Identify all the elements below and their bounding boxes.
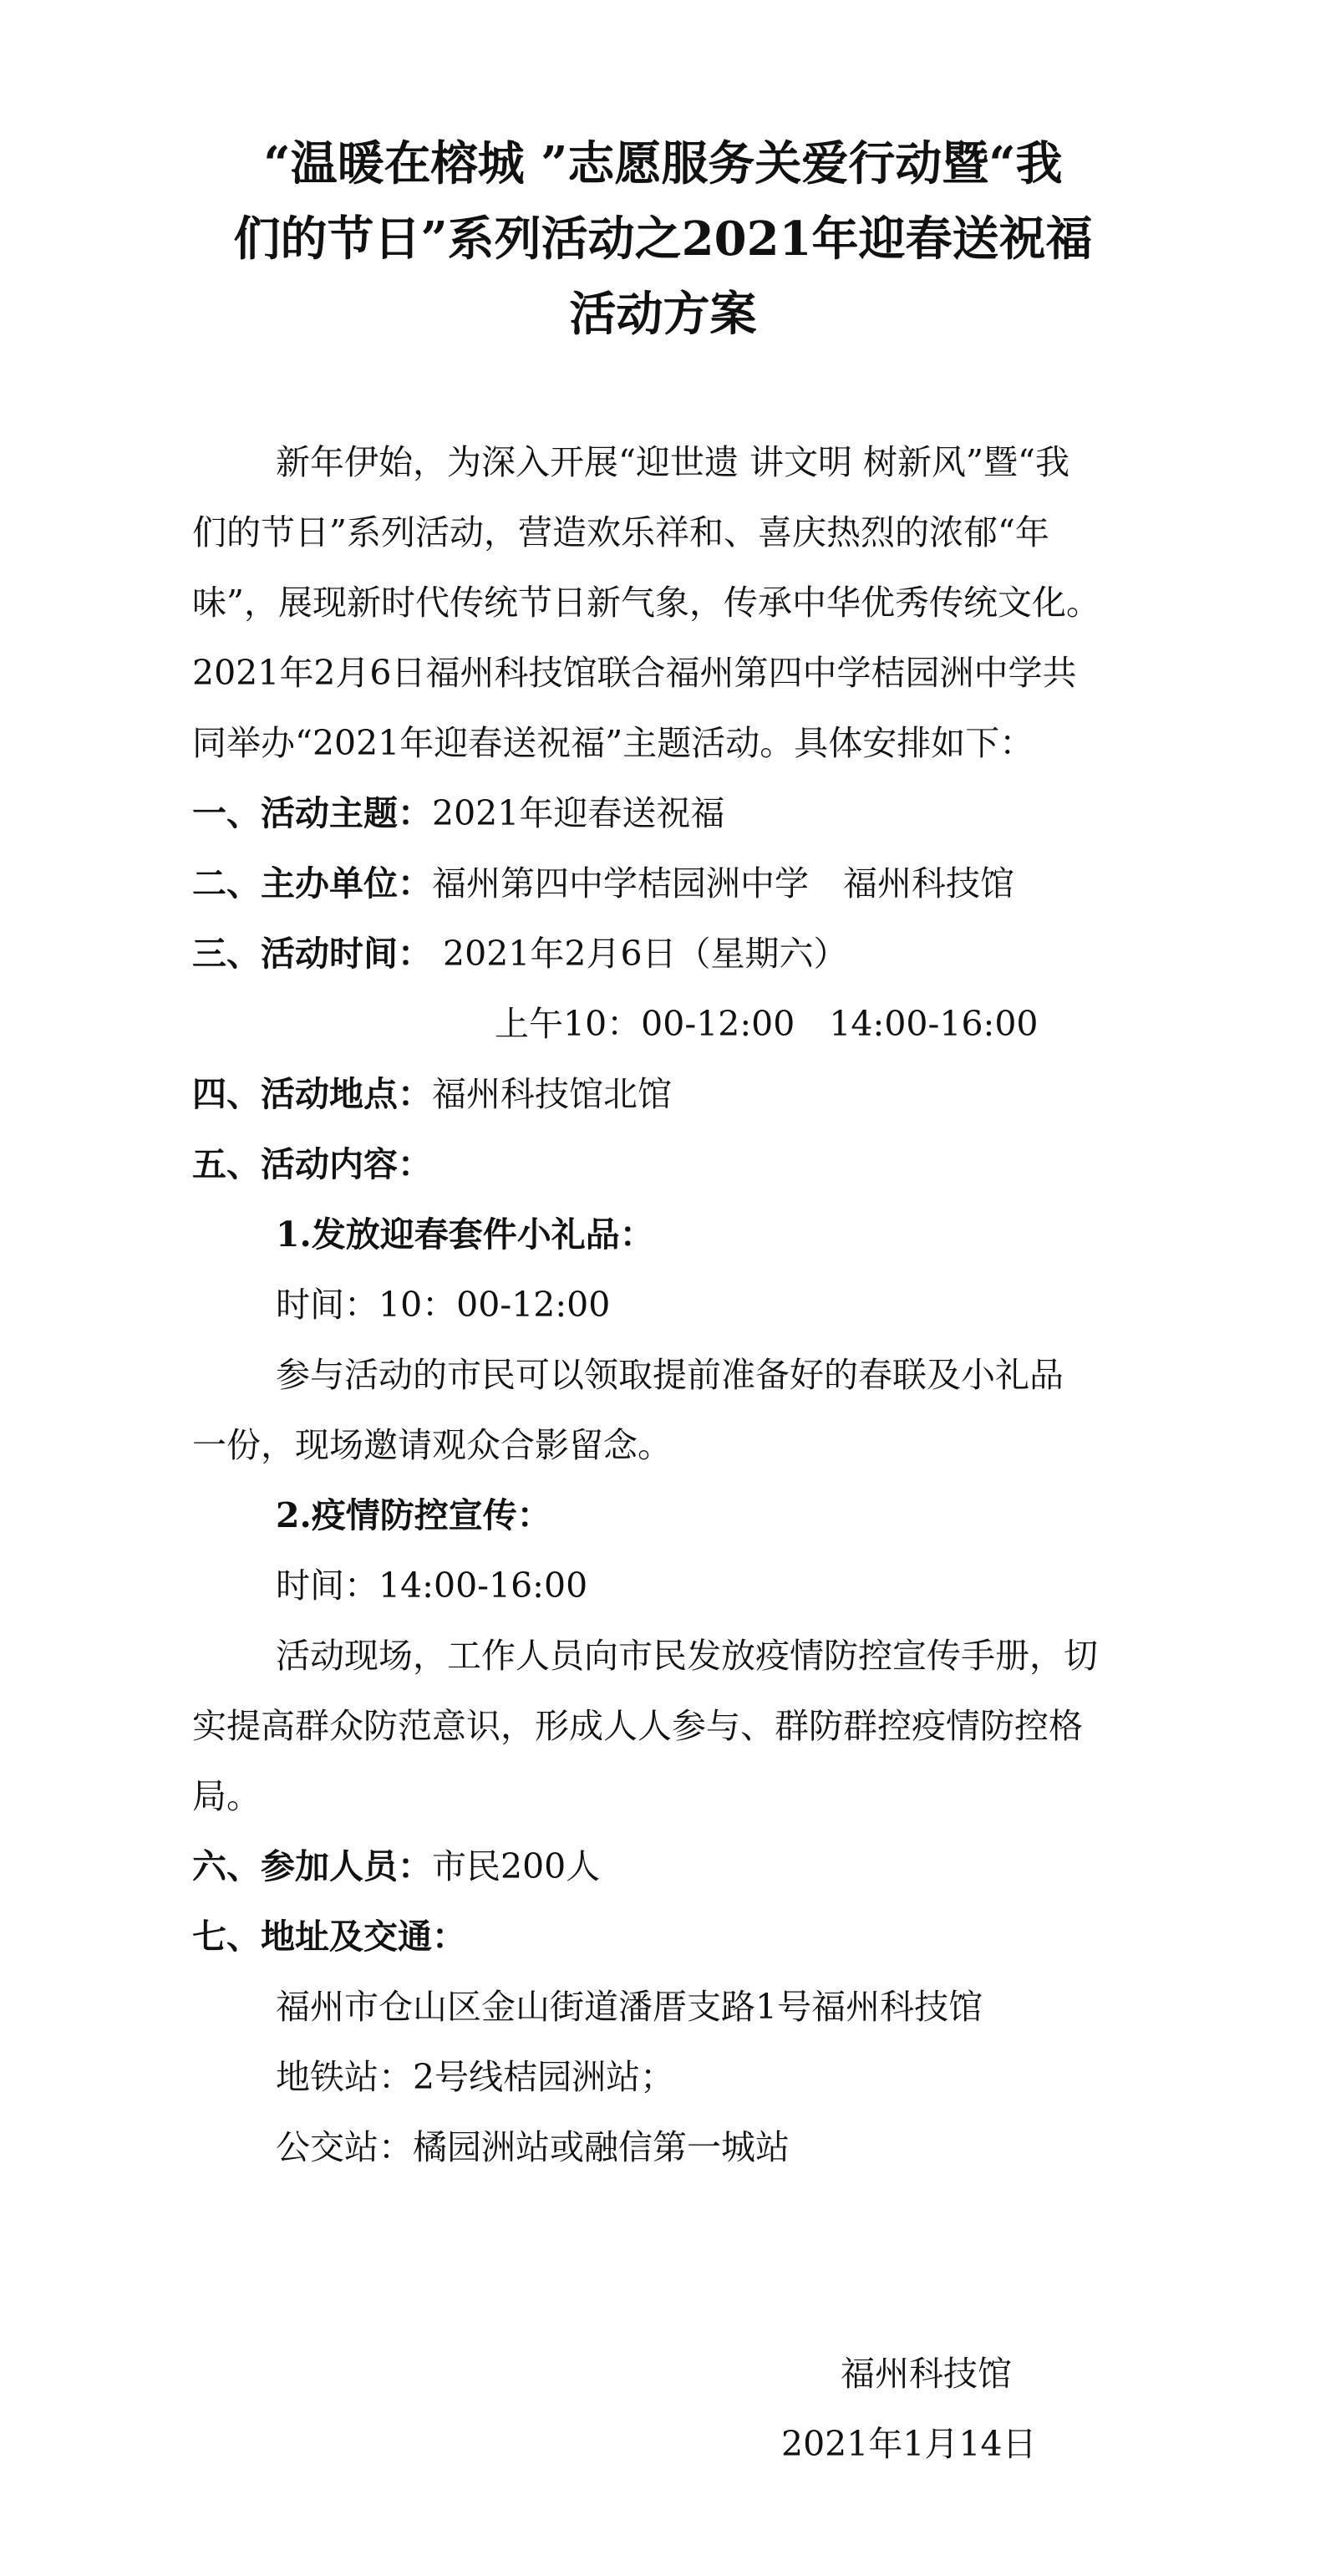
section-venue bbox=[192, 1074, 672, 1114]
section-time-value: 2021年2月6日（星期六） bbox=[432, 934, 848, 974]
intro-line-4: 2021年2月6日福州科技馆联合福州第四中学桔园洲中学共 bbox=[192, 653, 1077, 693]
section-participants-label: 六、参加人员： bbox=[192, 1846, 432, 1886]
title-line-1: “温暖在榕城 ”志愿服务关爱行动暨“我 bbox=[263, 136, 1063, 191]
section-content-heading: 五、活动内容： bbox=[192, 1144, 432, 1184]
title-line-3: 活动方案 bbox=[569, 287, 757, 342]
section-participants bbox=[192, 1846, 601, 1886]
section-address-heading: 七、地址及交通： bbox=[192, 1917, 466, 1957]
item1-time: 时间：10：00-12:00 bbox=[276, 1285, 611, 1325]
intro-line-1: 新年伊始，为深入开展“迎世遗 讲文明 树新风”暨“我 bbox=[276, 442, 1069, 482]
section-organizer bbox=[192, 863, 1014, 904]
item1-desc-line-2: 一份，现场邀请观众合影留念。 bbox=[192, 1425, 672, 1465]
section-organizer-label: 二、主办单位： bbox=[192, 863, 432, 904]
section-theme-label: 一、活动主题： bbox=[192, 793, 432, 833]
item2-desc-line-2: 实提高群众防范意识，形成人人参与、群防群控疫情防控格 bbox=[192, 1706, 1083, 1746]
item2-desc-line-1: 活动现场，工作人员向市民发放疫情防控宣传手册，切 bbox=[276, 1636, 1098, 1676]
section-participants-value: 市民200人 bbox=[432, 1846, 601, 1886]
address-line: 福州市仓山区金山街道潘厝支路1号福州科技馆 bbox=[276, 1987, 983, 2027]
title-line-2: 们的节日”系列活动之2021年迎春送祝福 bbox=[233, 211, 1093, 267]
section-time bbox=[192, 934, 848, 974]
item2-title: 2.疫情防控宣传： bbox=[276, 1495, 551, 1535]
intro-line-2: 们的节日”系列活动，营造欢乐祥和、喜庆热烈的浓郁“年 bbox=[192, 512, 1049, 552]
signature-date: 2021年1月14日 bbox=[781, 2424, 1037, 2464]
section-venue-value: 福州科技馆北馆 bbox=[432, 1074, 672, 1114]
item2-desc-line-3: 局。 bbox=[192, 1776, 261, 1816]
signature-org: 福州科技馆 bbox=[841, 2354, 1012, 2394]
intro-line-5: 同举办“2021年迎春送祝福”主题活动。具体安排如下： bbox=[192, 723, 1034, 763]
item1-title: 1.发放迎春套件小礼品： bbox=[276, 1214, 654, 1255]
section-venue-label: 四、活动地点： bbox=[192, 1074, 432, 1114]
item2-time: 时间：14:00-16:00 bbox=[276, 1565, 588, 1606]
metro-line: 地铁站：2号线桔园洲站； bbox=[276, 2057, 675, 2097]
bus-line: 公交站：橘园洲站或融信第一城站 bbox=[276, 2127, 790, 2167]
section-time-hours: 上午10：00-12:00 14:00-16:00 bbox=[495, 1004, 1039, 1044]
section-theme bbox=[192, 793, 725, 833]
section-time-label: 三、活动时间： bbox=[192, 934, 432, 974]
section-organizer-value: 福州第四中学桔园洲中学 福州科技馆 bbox=[432, 863, 1014, 904]
section-theme-value: 2021年迎春送祝福 bbox=[432, 793, 725, 833]
item1-desc-line-1: 参与活动的市民可以领取提前准备好的春联及小礼品 bbox=[276, 1355, 1064, 1395]
intro-line-3: 味”，展现新时代传统节日新气象，传承中华优秀传统文化。 bbox=[192, 583, 1100, 623]
